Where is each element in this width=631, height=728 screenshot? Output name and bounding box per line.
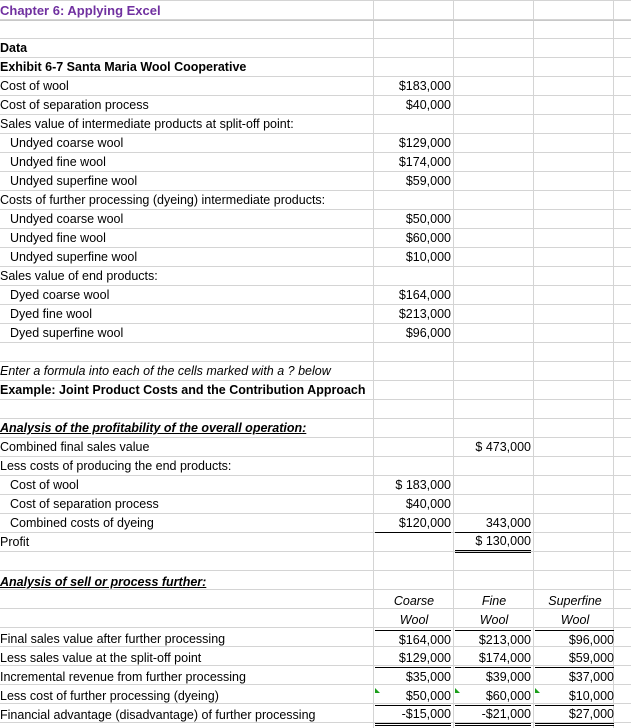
further-fine-label[interactable]: Undyed fine wool [10,231,106,245]
row-incremental-fine[interactable]: $39,000 [485,670,531,684]
row-incremental-coarse[interactable]: $35,000 [405,670,451,684]
splitoff-coarse-value[interactable]: $129,000 [398,136,451,150]
splitoff-fine-label[interactable]: Undyed fine wool [10,155,106,169]
end-superfine-value[interactable]: $96,000 [405,326,451,340]
col-subheader-superfine[interactable]: Wool [560,613,590,627]
further-superfine-value[interactable]: $10,000 [405,250,451,264]
dyeing-label[interactable]: Combined costs of dyeing [10,516,154,530]
col-subheader-fine[interactable]: Wool [479,613,509,627]
splitoff-coarse-label[interactable]: Undyed coarse wool [10,136,124,150]
end-fine-label[interactable]: Dyed fine wool [10,307,92,321]
row-further-cost-coarse[interactable]: $50,000 [375,687,451,706]
row-advantage-coarse[interactable]: -$15,000 [375,706,451,726]
sell-or-process-heading[interactable]: Analysis of sell or process further: [0,575,207,589]
row-further-cost-label[interactable]: Less cost of further processing (dyeing) [0,689,219,703]
error-indicator-icon[interactable] [535,688,540,693]
splitoff-superfine-value[interactable]: $59,000 [405,174,451,188]
row-final-sales-fine[interactable]: $213,000 [455,630,531,649]
dyeing-value[interactable]: $120,000 [375,514,451,533]
row-splitoff-coarse[interactable]: $129,000 [375,649,451,668]
error-indicator-icon[interactable] [375,688,380,693]
col-header-fine[interactable]: Fine [481,594,507,608]
row-splitoff-superfine[interactable]: $59,000 [535,649,614,668]
col-header-coarse[interactable]: Coarse [393,594,435,608]
cost-of-wool-value[interactable]: $183,000 [398,79,451,93]
end-coarse-label[interactable]: Dyed coarse wool [10,288,110,302]
combined-sales-value[interactable]: $ 473,000 [475,440,531,454]
splitoff-header[interactable]: Sales value of intermediate products at split-off point: [0,117,294,131]
further-header[interactable]: Costs of further processing (dyeing) intermediate products: [0,193,326,207]
further-coarse-label[interactable]: Undyed coarse wool [10,212,124,226]
total-costs-value[interactable]: 343,000 [455,514,531,533]
further-fine-value[interactable]: $60,000 [405,231,451,245]
title-divider [0,20,631,21]
row-splitoff-fine[interactable]: $174,000 [455,649,531,668]
row-final-sales-superfine[interactable]: $96,000 [535,630,614,649]
row-incremental-superfine[interactable]: $37,000 [568,670,614,684]
exhibit-title[interactable]: Exhibit 6-7 Santa Maria Wool Cooperative [0,60,247,74]
end-header[interactable]: Sales value of end products: [0,269,158,283]
further-coarse-value[interactable]: $50,000 [405,212,451,226]
cost-of-separation-value[interactable]: $40,000 [405,98,451,112]
row-advantage-label[interactable]: Financial advantage (disadvantage) of further processing [0,708,316,722]
error-indicator-icon[interactable] [455,688,460,693]
further-superfine-label[interactable]: Undyed superfine wool [10,250,138,264]
separation-label[interactable]: Cost of separation process [10,497,159,511]
row-advantage-fine[interactable]: -$21,000 [455,706,531,726]
end-coarse-value[interactable]: $164,000 [398,288,451,302]
instructions[interactable]: Enter a formula into each of the cells marked with a ? below [0,364,331,378]
row-further-cost-superfine[interactable]: $10,000 [535,687,614,706]
cost-wool-value[interactable]: $ 183,000 [395,478,451,492]
row-advantage-superfine[interactable]: $27,000 [535,706,614,726]
col-subheader-coarse[interactable]: Wool [399,613,429,627]
cost-wool-label[interactable]: Cost of wool [10,478,79,492]
cost-of-wool-label[interactable]: Cost of wool [0,79,69,93]
row-incremental-label[interactable]: Incremental revenue from further processing [0,670,246,684]
profitability-heading[interactable]: Analysis of the profitability of the overall operation: [0,421,307,435]
col-header-superfine[interactable]: Superfine [548,594,602,608]
separation-value[interactable]: $40,000 [405,497,451,511]
row-final-sales-coarse[interactable]: $164,000 [375,630,451,649]
splitoff-superfine-label[interactable]: Undyed superfine wool [10,174,138,188]
row-further-cost-fine[interactable]: $60,000 [455,687,531,706]
less-costs-label[interactable]: Less costs of producing the end products: [0,459,232,473]
sheet-title[interactable]: Chapter 6: Applying Excel [0,3,161,18]
end-superfine-label[interactable]: Dyed superfine wool [10,326,124,340]
row-final-sales-label[interactable]: Final sales value after further processing [0,632,226,646]
cost-of-separation-label[interactable]: Cost of separation process [0,98,149,112]
profit-label[interactable]: Profit [0,535,30,549]
profit-value[interactable]: $ 130,000 [455,533,531,553]
data-heading[interactable]: Data [0,41,28,55]
combined-sales-label[interactable]: Combined final sales value [0,440,150,454]
example-title[interactable]: Example: Joint Product Costs and the Contribution Approach [0,383,366,397]
row-splitoff-label[interactable]: Less sales value at the split-off point [0,651,202,665]
end-fine-value[interactable]: $213,000 [398,307,451,321]
splitoff-fine-value[interactable]: $174,000 [398,155,451,169]
